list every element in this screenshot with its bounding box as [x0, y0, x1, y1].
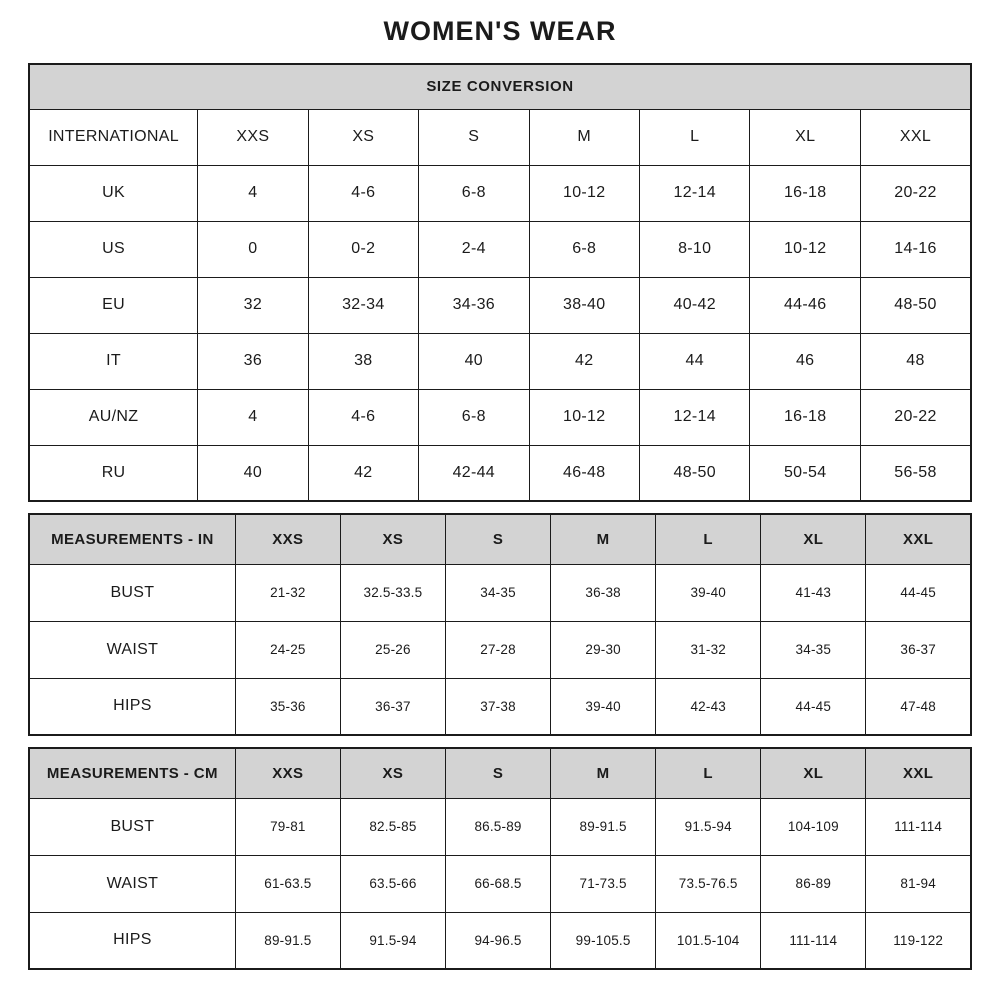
table-cell: 89-91.5 — [551, 798, 656, 855]
table-cell: 6-8 — [529, 221, 639, 277]
measurements-cm-table — [28, 747, 972, 970]
column-header-s: S — [419, 109, 529, 165]
column-header-xl: XL — [761, 748, 866, 798]
row-header-waist: WAIST — [29, 855, 235, 912]
table-cell: 10-12 — [750, 221, 860, 277]
table-cell: 6-8 — [419, 389, 529, 445]
measurements-in-table — [28, 513, 972, 736]
table-cell: 34-36 — [419, 277, 529, 333]
table-row-hips — [29, 678, 971, 735]
table-cell: 10-12 — [529, 165, 639, 221]
column-header-xs: XS — [340, 748, 445, 798]
table-cell: 29-30 — [551, 621, 656, 678]
table-cell: 44-45 — [761, 678, 866, 735]
table-cell: 38-40 — [529, 277, 639, 333]
table-row-it — [29, 333, 971, 389]
table-cell: 8-10 — [639, 221, 749, 277]
column-header-xxl: XXL — [866, 514, 971, 564]
row-header-it: IT — [29, 333, 198, 389]
table-cell: 42-43 — [656, 678, 761, 735]
table-cell: 44-45 — [866, 564, 971, 621]
table-row-eu — [29, 277, 971, 333]
table-cell: 119-122 — [866, 912, 971, 969]
table-cell: 14-16 — [860, 221, 971, 277]
measurements-cm-header-row — [29, 748, 971, 798]
table-cell: 99-105.5 — [551, 912, 656, 969]
table-row-bust — [29, 564, 971, 621]
table-cell: 12-14 — [639, 165, 749, 221]
table-cell: 24-25 — [235, 621, 340, 678]
column-header-xxl: XXL — [860, 109, 971, 165]
table-cell: 73.5-76.5 — [656, 855, 761, 912]
table-row-waist — [29, 855, 971, 912]
column-header-xxs: XXS — [235, 514, 340, 564]
table-cell: 71-73.5 — [551, 855, 656, 912]
size-conversion-banner-row — [29, 64, 971, 109]
table-cell: 111-114 — [866, 798, 971, 855]
size-conversion-table — [28, 63, 972, 502]
column-header-l: L — [656, 748, 761, 798]
row-header-hips: HIPS — [29, 678, 235, 735]
table-row-waist — [29, 621, 971, 678]
table-cell: 86.5-89 — [445, 798, 550, 855]
table-cell: 48-50 — [860, 277, 971, 333]
table-cell: 4 — [198, 389, 308, 445]
table-cell: 89-91.5 — [235, 912, 340, 969]
table-cell: 20-22 — [860, 389, 971, 445]
table-cell: 82.5-85 — [340, 798, 445, 855]
table-cell: 86-89 — [761, 855, 866, 912]
measurements-in-corner-header: MEASUREMENTS - IN — [29, 514, 235, 564]
table-cell: 39-40 — [551, 678, 656, 735]
column-header-xl: XL — [761, 514, 866, 564]
table-row-us — [29, 221, 971, 277]
row-header-bust: BUST — [29, 564, 235, 621]
row-header-eu: EU — [29, 277, 198, 333]
table-cell: 79-81 — [235, 798, 340, 855]
table-cell: 27-28 — [445, 621, 550, 678]
table-row-au-nz — [29, 389, 971, 445]
table-cell: 94-96.5 — [445, 912, 550, 969]
table-cell: 4-6 — [308, 165, 418, 221]
table-cell: 6-8 — [419, 165, 529, 221]
table-cell: 56-58 — [860, 445, 971, 501]
column-header-m: M — [529, 109, 639, 165]
column-header-xxs: XXS — [235, 748, 340, 798]
column-header-xl: XL — [750, 109, 860, 165]
table-cell: 31-32 — [656, 621, 761, 678]
table-cell: 40 — [419, 333, 529, 389]
table-row-uk — [29, 165, 971, 221]
table-cell: 104-109 — [761, 798, 866, 855]
page-title: WOMEN'S WEAR — [383, 16, 617, 46]
table-cell: 111-114 — [761, 912, 866, 969]
table-cell: 46 — [750, 333, 860, 389]
table-cell: 36-37 — [340, 678, 445, 735]
table-cell: 35-36 — [235, 678, 340, 735]
table-cell: 61-63.5 — [235, 855, 340, 912]
row-header-au-nz: AU/NZ — [29, 389, 198, 445]
table-cell: 42 — [529, 333, 639, 389]
table-row-hips — [29, 912, 971, 969]
table-cell: 101.5-104 — [656, 912, 761, 969]
row-header-hips: HIPS — [29, 912, 235, 969]
table-cell: 41-43 — [761, 564, 866, 621]
table-cell: 0 — [198, 221, 308, 277]
column-header-l: L — [656, 514, 761, 564]
table-cell: 0-2 — [308, 221, 418, 277]
column-header-xs: XS — [340, 514, 445, 564]
table-cell: 48-50 — [639, 445, 749, 501]
table-cell: 40 — [198, 445, 308, 501]
table-cell: 42-44 — [419, 445, 529, 501]
table-cell: 36-38 — [551, 564, 656, 621]
table-cell: 91.5-94 — [340, 912, 445, 969]
table-cell: 32.5-33.5 — [340, 564, 445, 621]
table-cell: 32 — [198, 277, 308, 333]
column-header-m: M — [551, 748, 656, 798]
size-conversion-header-row — [29, 109, 971, 165]
table-row-bust — [29, 798, 971, 855]
table-cell: 39-40 — [656, 564, 761, 621]
row-header-us: US — [29, 221, 198, 277]
measurements-in-header-row — [29, 514, 971, 564]
table-cell: 36-37 — [866, 621, 971, 678]
table-cell: 25-26 — [340, 621, 445, 678]
table-cell: 34-35 — [761, 621, 866, 678]
table-cell: 16-18 — [750, 165, 860, 221]
table-cell: 12-14 — [639, 389, 749, 445]
table-cell: 34-35 — [445, 564, 550, 621]
size-conversion-banner: SIZE CONVERSION — [29, 64, 971, 109]
table-row-ru — [29, 445, 971, 501]
table-cell: 16-18 — [750, 389, 860, 445]
table-cell: 36 — [198, 333, 308, 389]
table-cell: 32-34 — [308, 277, 418, 333]
row-header-uk: UK — [29, 165, 198, 221]
row-header-waist: WAIST — [29, 621, 235, 678]
table-cell: 50-54 — [750, 445, 860, 501]
column-header-xxs: XXS — [198, 109, 308, 165]
table-cell: 63.5-66 — [340, 855, 445, 912]
table-cell: 10-12 — [529, 389, 639, 445]
table-cell: 2-4 — [419, 221, 529, 277]
row-header-ru: RU — [29, 445, 198, 501]
table-cell: 91.5-94 — [656, 798, 761, 855]
table-cell: 4-6 — [308, 389, 418, 445]
row-header-bust: BUST — [29, 798, 235, 855]
table-cell: 44-46 — [750, 277, 860, 333]
column-header-s: S — [445, 748, 550, 798]
table-cell: 47-48 — [866, 678, 971, 735]
column-header-xxl: XXL — [866, 748, 971, 798]
size-conversion-corner-header: INTERNATIONAL — [29, 109, 198, 165]
column-header-l: L — [639, 109, 749, 165]
table-cell: 4 — [198, 165, 308, 221]
table-cell: 38 — [308, 333, 418, 389]
table-cell: 44 — [639, 333, 749, 389]
table-cell: 81-94 — [866, 855, 971, 912]
table-cell: 46-48 — [529, 445, 639, 501]
measurements-cm-corner-header: MEASUREMENTS - CM — [29, 748, 235, 798]
column-header-s: S — [445, 514, 550, 564]
table-cell: 66-68.5 — [445, 855, 550, 912]
table-cell: 20-22 — [860, 165, 971, 221]
column-header-xs: XS — [308, 109, 418, 165]
column-header-m: M — [551, 514, 656, 564]
table-cell: 48 — [860, 333, 971, 389]
table-cell: 21-32 — [235, 564, 340, 621]
table-cell: 42 — [308, 445, 418, 501]
table-cell: 37-38 — [445, 678, 550, 735]
table-cell: 40-42 — [639, 277, 749, 333]
